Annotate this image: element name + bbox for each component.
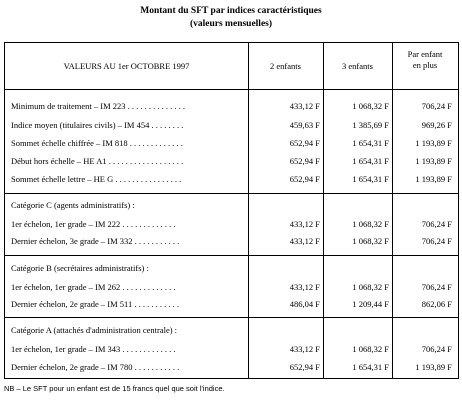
value-3-children: 1 068,32 F [352,344,389,354]
header-label: VALEURS AU 1er OCTOBRE 1997 [63,61,190,71]
row-label: Début hors échelle – HE A1 . . . . . . . . . . . . . . . . . . [11,156,184,166]
value-3-children: 1 068,32 F [352,101,389,111]
column-divider [392,43,393,378]
value-per-extra-child: 706,24 F [421,219,452,229]
value-3-children: 1 068,32 F [352,236,389,246]
value-2-children: 652,94 F [289,156,320,166]
value-2-children: 433,12 F [289,282,320,292]
value-per-extra-child: 1 193,89 F [415,174,452,184]
row-label: Dernier échelon, 2e grade – IM 511 . . . . . . . . . . . [11,299,179,309]
footnote: NB – Le SFT pour un enfant est de 15 francs quel que soit l'indice. [4,384,225,393]
sft-table [4,42,459,379]
section-divider [5,193,458,194]
value-per-extra-child: 862,06 F [421,299,452,309]
value-2-children: 433,12 F [289,219,320,229]
value-3-children: 1 654,31 F [352,174,389,184]
category-heading: Catégorie C (agents administratifs) : [11,200,135,210]
section-divider [5,255,458,256]
column-divider [323,43,324,378]
row-label: Dernier échelon, 3e grade – IM 332 . . . . . . . . . . . [11,236,180,246]
value-2-children: 652,94 F [289,138,320,148]
row-label: Indice moyen (titulaires civils) – IM 454 . . . . . . . . [11,120,184,130]
row-label: Sommet échelle lettre – HE G . . . . . . . . . . . . . . . . [11,174,182,184]
header-per-extra-child: Par enfant [407,49,443,59]
header-divider [5,89,458,90]
row-label: Minimum de traitement – IM 223 . . . . . . . . . . . . . . [11,101,185,111]
value-3-children: 1 385,69 F [352,120,389,130]
value-3-children: 1 654,31 F [352,138,389,148]
section-divider [5,317,458,318]
value-3-children: 1 068,32 F [352,282,389,292]
value-2-children: 486,04 F [289,299,320,309]
row-label: 1er échelon, 1er grade – IM 343 . . . . . . . . . . . . . [11,344,176,354]
value-2-children: 433,12 F [289,344,320,354]
value-per-extra-child: 969,26 F [421,120,452,130]
value-2-children: 433,12 F [289,236,320,246]
value-2-children: 433,12 F [289,101,320,111]
header-per-extra-child-2: en plus [412,60,438,70]
document-subtitle: (valeurs mensuelles) [189,19,273,29]
value-3-children: 1 654,31 F [352,362,389,372]
value-2-children: 459,63 F [289,120,320,130]
category-heading: Catégorie B (secrétaires administratifs) : [11,263,149,273]
value-2-children: 652,94 F [289,174,320,184]
row-label: 1er échelon, 1er grade – IM 262 . . . . . . . . . . . . . [11,282,176,292]
row-label: 1er échelon, 1er grade – IM 222 . . . . . . . . . . . . . [11,219,176,229]
column-divider [248,43,249,378]
value-per-extra-child: 1 193,89 F [415,362,452,372]
value-3-children: 1 209,44 F [352,299,389,309]
row-label: Dernier échelon, 2e grade – IM 780 . . . . . . . . . . . [11,362,180,372]
value-3-children: 1 654,31 F [352,156,389,166]
value-per-extra-child: 706,24 F [421,344,452,354]
document-title: Montant du SFT par indices caractéristiques [140,6,322,16]
value-per-extra-child: 1 193,89 F [415,138,452,148]
category-heading: Catégorie A (attachés d'administration centrale) : [11,325,178,335]
row-label: Sommet échelle chiffrée – IM 818 . . . . . . . . . . . . . [11,138,183,148]
value-per-extra-child: 1 193,89 F [415,156,452,166]
value-per-extra-child: 706,24 F [421,236,452,246]
value-3-children: 1 068,32 F [352,219,389,229]
value-2-children: 652,94 F [289,362,320,372]
value-per-extra-child: 706,24 F [421,101,452,111]
header-3-children: 3 enfants [342,61,373,71]
header-2-children: 2 enfants [270,61,301,71]
value-per-extra-child: 706,24 F [421,282,452,292]
